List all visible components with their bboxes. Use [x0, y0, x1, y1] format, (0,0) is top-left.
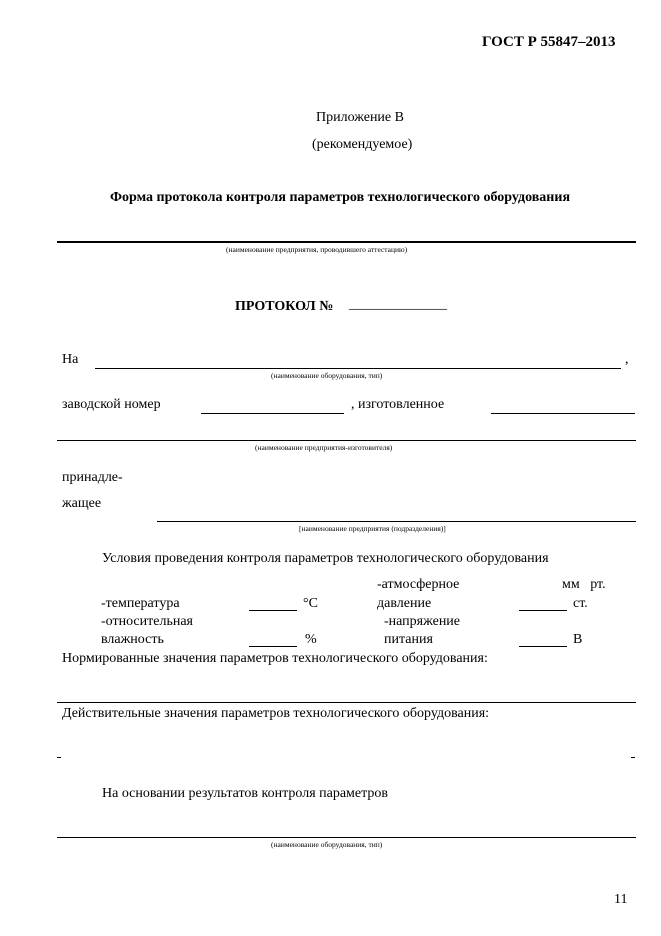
serial-label: заводской номер: [62, 397, 161, 412]
manufacturer-line: [57, 440, 636, 441]
protocol-label: ПРОТОКОЛ №: [235, 299, 334, 314]
humidity-line: [249, 646, 297, 647]
pressure-line: [519, 610, 567, 611]
humidity-label-2: влажность: [101, 632, 164, 647]
conditions-title: Условия проведения контроля параметров технологического оборудования: [102, 551, 549, 566]
temperature-label: -температура: [101, 596, 180, 611]
appendix-title: Приложение В: [316, 110, 404, 125]
actual-values-label: Действительные значения параметров технологического оборудования:: [62, 706, 490, 721]
enterprise-caption: (наименование предприятия, проводившего аттестацию): [226, 245, 408, 254]
manufactured-line: [491, 413, 635, 414]
temperature-line: [249, 610, 297, 611]
pressure-label-1: -атмосферное: [377, 577, 460, 592]
owner-label-2: жащее: [62, 496, 102, 511]
normalized-values-label: Нормированные значения параметров технологического оборудования:: [62, 651, 488, 666]
bottom-equipment-caption: (наименование оборудования, тип): [271, 840, 383, 849]
form-title: Форма протокола контроля параметров технологического оборудования: [110, 190, 571, 205]
temperature-unit: °C: [303, 596, 318, 611]
enterprise-line: [57, 241, 636, 243]
appendix-status: (рекомендуемое): [312, 137, 413, 152]
manufactured-label: , изготовленное: [351, 397, 445, 412]
owner-label-1: принадле-: [62, 470, 123, 485]
actual-values-line-start: [57, 757, 61, 758]
actual-values-line-end: [631, 757, 635, 758]
equipment-line: [95, 368, 621, 369]
on-label: На: [62, 352, 79, 367]
bottom-equipment-line: [57, 837, 636, 838]
humidity-unit: %: [305, 632, 317, 647]
voltage-label-2: питания: [384, 632, 433, 647]
manufacturer-caption: (наименование предприятия-изготовителя): [255, 443, 393, 452]
on-comma: ,: [625, 352, 629, 367]
equipment-caption: (наименование оборудования, тип): [271, 371, 383, 380]
owner-caption: [наименование предприятия (подразделения)]: [299, 524, 446, 533]
humidity-label-1: -относительная: [101, 614, 193, 629]
voltage-line: [519, 646, 567, 647]
owner-line: [157, 521, 636, 522]
serial-line: [201, 413, 344, 414]
protocol-number-blank: ______________: [349, 297, 447, 312]
pressure-label-2: давление: [377, 596, 432, 611]
pressure-unit-1: мм рт.: [562, 577, 606, 592]
standard-number: ГОСТ Р 55847–2013: [482, 34, 616, 50]
normalized-values-line: [57, 702, 636, 703]
voltage-unit: В: [573, 632, 583, 647]
page-number: 11: [614, 892, 628, 907]
pressure-unit-2: ст.: [573, 596, 588, 611]
voltage-label-1: -напряжение: [384, 614, 461, 629]
based-on-label: На основании результатов контроля параметров: [102, 786, 389, 801]
